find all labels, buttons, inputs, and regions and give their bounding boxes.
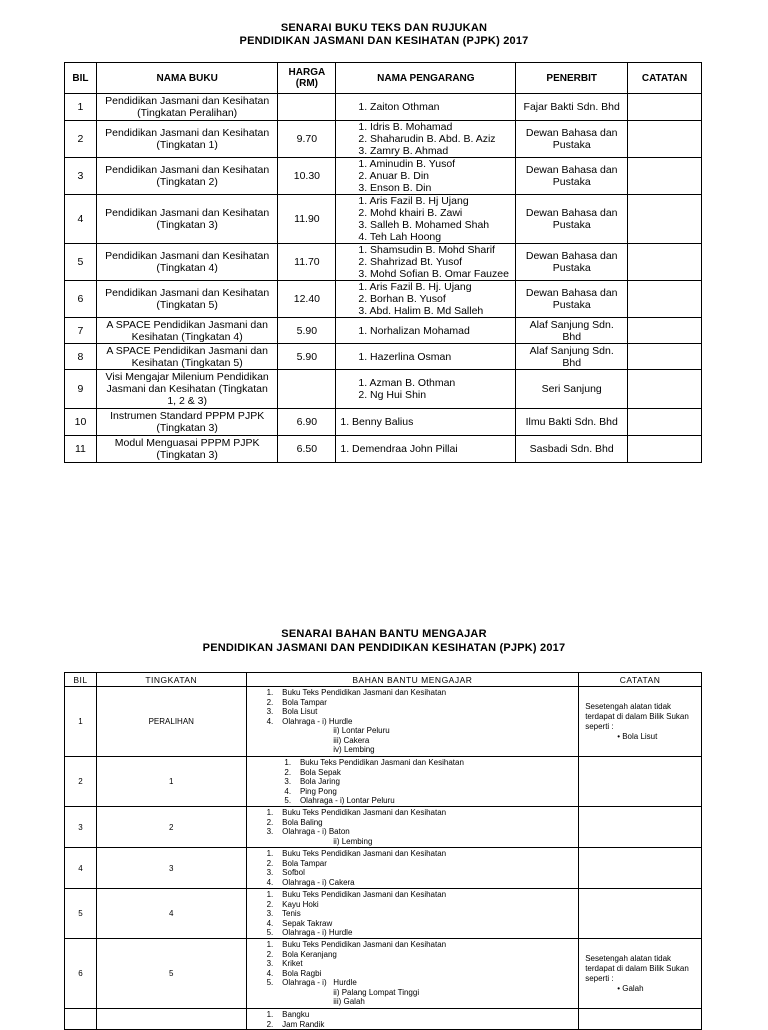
row-bil: 9 (65, 370, 97, 409)
row-authors (336, 370, 516, 409)
row-harga: 6.90 (278, 409, 336, 436)
row-harga: 11.90 (278, 195, 336, 244)
author-item: 1. Benny Balius (340, 416, 414, 428)
row-penerbit: Alaf Sanjung Sdn. Bhd (516, 318, 628, 344)
row-items (246, 848, 579, 889)
item-line: 4. Ping Pong (266, 786, 337, 796)
row-penerbit: Ilmu Bakti Sdn. Bhd (516, 409, 628, 436)
item-line: 4. Olahraga - i) Hurdle (266, 716, 353, 726)
row-nama-buku: Pendidikan Jasmani dan Kesihatan (Tingkatan 3) (96, 195, 277, 244)
row-authors (336, 344, 516, 370)
row-nama-buku: Pendidikan Jasmani dan Kesihatan (Tingkatan 2) (96, 158, 277, 195)
table-row (65, 158, 702, 195)
row-bil: 4 (65, 195, 97, 244)
row-items (246, 1009, 579, 1030)
row-nama-buku: Pendidikan Jasmani dan Kesihatan (Tingkatan Peralihan) (96, 94, 277, 121)
author-item: 1. Zaiton Othman (358, 101, 440, 113)
note-bullet-label: Bola Lisut (622, 731, 658, 741)
note-text: Sesetengah alatan tidak terdapat di dalam Bilik Sukan seperti : (585, 953, 689, 983)
row-catatan (579, 1009, 702, 1030)
row-catatan (628, 370, 702, 409)
author-item: 3. Mohd Sofian B. Omar Fauzee (358, 268, 509, 280)
item-line: 3. Olahraga - i) Baton (266, 827, 350, 836)
row-bil (65, 1009, 97, 1030)
bullet-icon: • (617, 731, 623, 741)
table-row (65, 848, 702, 889)
row-authors (336, 436, 516, 463)
item-line: 1. Buku Teks Pendidikan Jasmani dan Kesihatan (266, 849, 447, 858)
row-nama-buku: Visi Mengajar Milenium Pendidikan Jasmani dan Kesihatan (Tingkatan 1, 2 & 3) (96, 370, 277, 409)
row-nama-buku: Modul Menguasai PPPM PJPK (Tingkatan 3) (96, 436, 277, 463)
doc1-title-line2: PENDIDIKAN JASMANI DAN KESIHATAN (PJPK) 2017 (239, 35, 529, 47)
author-item: 1. Hazerlina Osman (358, 350, 452, 363)
row-bil: 10 (65, 409, 97, 436)
author-item: 1. Demendraa John Pillai (340, 443, 458, 455)
table-row (65, 344, 702, 370)
author-item: 3. Salleh B. Mohamed Shah (358, 219, 490, 231)
row-harga: 5.90 (278, 318, 336, 344)
table-row (65, 687, 702, 757)
row-harga: 9.70 (278, 121, 336, 158)
row-bil: 1 (65, 687, 97, 757)
row-harga (278, 370, 336, 409)
header-catatan: CATATAN (628, 63, 702, 94)
row-penerbit: Seri Sanjung (516, 370, 628, 409)
item-line: 5. Olahraga - i) Lontar Peluru (266, 796, 395, 805)
row-harga: 11.70 (278, 244, 336, 281)
row-penerbit: Fajar Bakti Sdn. Bhd (516, 94, 628, 121)
row-catatan (579, 848, 702, 889)
header-pengarang: NAMA PENGARANG (336, 63, 516, 94)
row-catatan (628, 318, 702, 344)
row-catatan (628, 195, 702, 244)
row-items (246, 889, 579, 939)
table-row (65, 281, 702, 318)
author-item: 4. Teh Lah Hoong (358, 231, 442, 243)
item-line: 4. Sepak Takraw (266, 918, 333, 928)
row-catatan (628, 344, 702, 370)
item-line: ii) Lontar Peluru (266, 726, 390, 735)
table-row (65, 807, 702, 848)
author-item: 1. Aminudin B. Yusof (358, 158, 456, 170)
table-row (65, 409, 702, 436)
row-tingkatan: 4 (96, 889, 246, 939)
row-catatan (628, 409, 702, 436)
row-bil: 5 (65, 244, 97, 281)
item-line: 3. Bola Lisut (266, 707, 318, 716)
row-bil: 7 (65, 318, 97, 344)
author-item: 1. Idris B. Mohamad (358, 121, 453, 133)
row-harga: 12.40 (278, 281, 336, 318)
note-bullet (585, 732, 701, 742)
row-nama-buku: Pendidikan Jasmani dan Kesihatan (Tingkatan 5) (96, 281, 277, 318)
item-line: iii) Galah (266, 997, 365, 1006)
author-item: 3. Zamry B. Ahmad (358, 145, 449, 157)
item-line: 1. Buku Teks Pendidikan Jasmani dan Kesihatan (266, 808, 447, 817)
item-line: 3. Kriket (266, 959, 303, 968)
author-item: 2. Ng Hui Shin (358, 389, 427, 401)
row-nama-buku: Pendidikan Jasmani dan Kesihatan (Tingkatan 4) (96, 244, 277, 281)
author-item: 3. Enson B. Din (358, 182, 432, 194)
row-bil: 3 (65, 807, 97, 848)
row-bil: 8 (65, 344, 97, 370)
header-bil: BIL (65, 63, 97, 94)
row-items (246, 939, 579, 1009)
row-penerbit: Dewan Bahasa dan Pustaka (516, 281, 628, 318)
author-item: 1. Norhalizan Mohamad (358, 324, 470, 337)
row-bil: 11 (65, 436, 97, 463)
item-line: 1. Buku Teks Pendidikan Jasmani dan Kesihatan (266, 890, 447, 899)
row-penerbit: Dewan Bahasa dan Pustaka (516, 195, 628, 244)
row-penerbit: Sasbadi Sdn. Bhd (516, 436, 628, 463)
row-catatan (579, 757, 702, 807)
note-text: Sesetengah alatan tidak terdapat di dalam Bilik Sukan seperti : (585, 701, 689, 731)
note-bullet-label: Galah (622, 983, 644, 993)
row-authors (336, 281, 516, 318)
row-penerbit: Dewan Bahasa dan Pustaka (516, 244, 628, 281)
table-header-row (65, 63, 702, 94)
row-tingkatan: 5 (96, 939, 246, 1009)
row-authors (336, 409, 516, 436)
item-line: 4. Olahraga - i) Cakera (266, 877, 355, 887)
author-item: 1. Azman B. Othman (358, 377, 456, 389)
row-penerbit: Alaf Sanjung Sdn. Bhd (516, 344, 628, 370)
row-catatan (628, 281, 702, 318)
header-harga: HARGA (RM) (278, 63, 336, 94)
author-item: 2. Mohd khairi B. Zawi (358, 207, 463, 219)
row-nama-buku: A SPACE Pendidikan Jasmani dan Kesihatan (Tingkatan 4) (96, 318, 277, 344)
row-catatan (579, 939, 702, 1009)
textbook-table (64, 62, 702, 463)
doc2-title-line2: PENDIDIKAN JASMANI DAN PENDIDIKAN KESIHATAN (PJPK) 2017 (202, 642, 566, 654)
table-row (65, 1009, 702, 1030)
item-line: 1. Buku Teks Pendidikan Jasmani dan Kesihatan (266, 688, 447, 697)
item-line: 4. Bola Ragbi (266, 968, 322, 978)
row-bil: 3 (65, 158, 97, 195)
row-authors (336, 158, 516, 195)
item-line: 2. Bola Keranjang (266, 949, 337, 959)
author-item: 2. Anuar B. Din (358, 170, 429, 182)
row-nama-buku: Pendidikan Jasmani dan Kesihatan (Tingkatan 1) (96, 121, 277, 158)
item-line: 3. Bola Jaring (266, 777, 340, 786)
table-row (65, 121, 702, 158)
row-catatan (579, 889, 702, 939)
teaching-aids-table (64, 672, 702, 1030)
author-item: 2. Borhan B. Yusof (358, 293, 446, 305)
row-bil: 2 (65, 757, 97, 807)
table-header-row (65, 673, 702, 687)
row-catatan (628, 121, 702, 158)
row-catatan (579, 807, 702, 848)
header-nama-buku: NAMA BUKU (96, 63, 277, 94)
item-line: iv) Lembing (266, 745, 375, 754)
item-line: 2. Bola Tampar (266, 858, 327, 868)
row-items (246, 687, 579, 757)
row-tingkatan (96, 1009, 246, 1030)
header-catatan: CATATAN (579, 673, 702, 687)
row-tingkatan: 1 (96, 757, 246, 807)
item-line: 1. Buku Teks Pendidikan Jasmani dan Kesihatan (266, 758, 464, 767)
item-line: 2. Bola Tampar (266, 697, 327, 707)
row-penerbit: Dewan Bahasa dan Pustaka (516, 121, 628, 158)
item-line: 3. Tenis (266, 909, 301, 918)
header-penerbit: PENERBIT (516, 63, 628, 94)
row-tingkatan: 3 (96, 848, 246, 889)
doc1-title-line1: SENARAI BUKU TEKS DAN RUJUKAN (280, 22, 488, 34)
row-catatan (628, 94, 702, 121)
row-harga (278, 94, 336, 121)
table-row (65, 889, 702, 939)
item-line: 2. Jam Randik (266, 1019, 325, 1029)
row-bil: 6 (65, 939, 97, 1009)
table-row (65, 195, 702, 244)
row-authors (336, 244, 516, 281)
row-penerbit: Dewan Bahasa dan Pustaka (516, 158, 628, 195)
row-bil: 4 (65, 848, 97, 889)
item-line: 2. Kayu Hoki (266, 899, 319, 909)
table-row (65, 244, 702, 281)
row-bil: 5 (65, 889, 97, 939)
header-bahan: BAHAN BANTU MENGAJAR (246, 673, 579, 687)
item-line: 1. Bangku (266, 1010, 310, 1019)
table-row (65, 370, 702, 409)
row-harga: 6.50 (278, 436, 336, 463)
author-item: 3. Abd. Halim B. Md Salleh (358, 305, 484, 317)
item-line: ii) Lembing (266, 836, 373, 846)
row-bil: 1 (65, 94, 97, 121)
table-row (65, 318, 702, 344)
author-item: 1. Aris Fazil B. Hj Ujang (358, 195, 469, 207)
item-line: 1. Buku Teks Pendidikan Jasmani dan Kesihatan (266, 940, 447, 949)
row-harga: 5.90 (278, 344, 336, 370)
row-catatan (579, 687, 702, 757)
row-items (246, 807, 579, 848)
author-item: 1. Shamsudin B. Mohd Sharif (358, 244, 495, 256)
header-bil: BIL (65, 673, 97, 687)
item-line: 5. Olahraga - i) Hurdle (266, 928, 353, 937)
table-row (65, 436, 702, 463)
item-line: 5. Olahraga - i) Hurdle (266, 978, 357, 987)
header-tingkatan: TINGKATAN (96, 673, 246, 687)
item-line: 3. Sofbol (266, 868, 305, 877)
row-authors (336, 195, 516, 244)
row-nama-buku: A SPACE Pendidikan Jasmani dan Kesihatan (Tingkatan 5) (96, 344, 277, 370)
row-nama-buku: Instrumen Standard PPPM PJPK (Tingkatan 3) (96, 409, 277, 436)
row-bil: 6 (65, 281, 97, 318)
item-line: iii) Cakera (266, 735, 370, 745)
author-item: 2. Shaharudin B. Abd. B. Aziz (358, 133, 496, 145)
author-item: 2. Shahrizad Bt. Yusof (358, 256, 463, 268)
item-line: 2. Bola Sepak (266, 767, 341, 777)
row-items (246, 757, 579, 807)
row-catatan (628, 244, 702, 281)
doc2-title-line1: SENARAI BAHAN BANTU MENGAJAR (281, 628, 487, 640)
note-bullet (585, 984, 701, 994)
item-line: ii) Palang Lompat Tinggi (266, 987, 420, 997)
row-catatan (628, 436, 702, 463)
row-catatan (628, 158, 702, 195)
table-row (65, 757, 702, 807)
table-row (65, 939, 702, 1009)
row-authors (336, 318, 516, 344)
row-authors (336, 94, 516, 121)
row-bil: 2 (65, 121, 97, 158)
row-tingkatan: PERALIHAN (96, 687, 246, 757)
author-item: 1. Aris Fazil B. Hj. Ujang (358, 281, 472, 293)
row-tingkatan: 2 (96, 807, 246, 848)
row-harga: 10.30 (278, 158, 336, 195)
row-authors (336, 121, 516, 158)
table-row (65, 94, 702, 121)
item-line: 2. Bola Baling (266, 817, 323, 827)
bullet-icon: • (617, 983, 623, 993)
